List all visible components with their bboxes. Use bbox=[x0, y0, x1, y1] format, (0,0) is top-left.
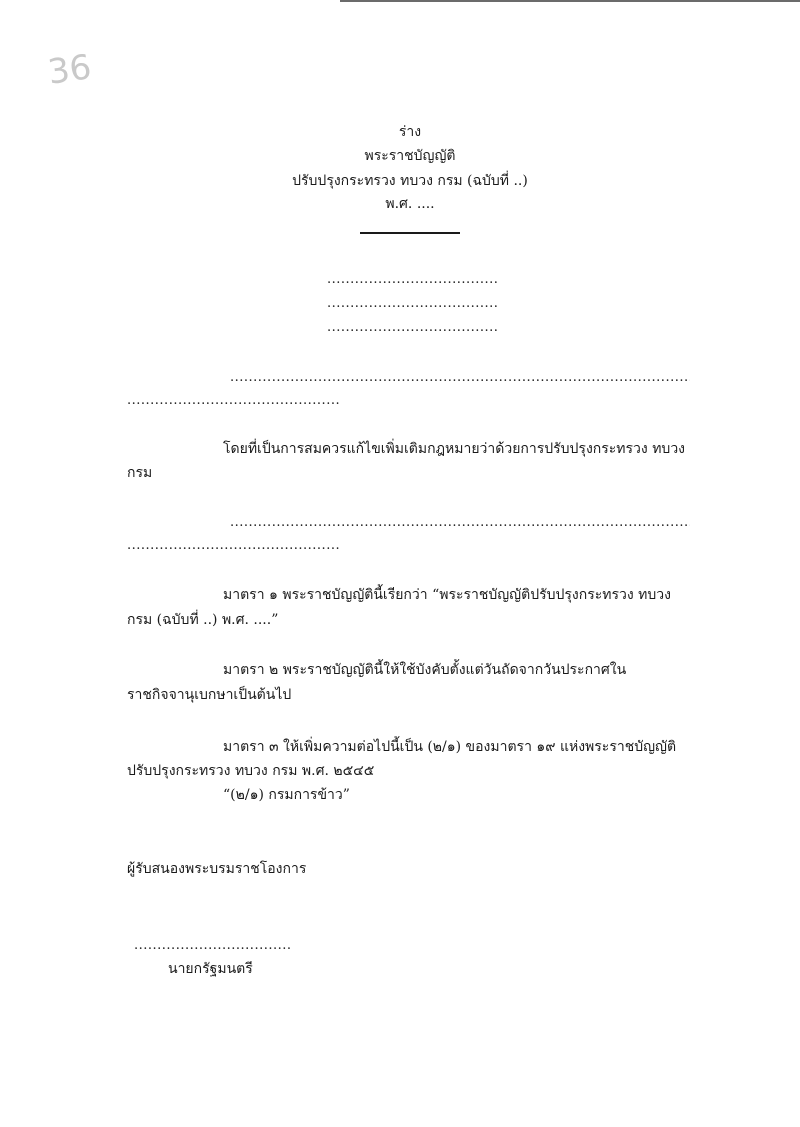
countersign-label: ผู้รับสนองพระบรมราชโองการ bbox=[127, 861, 307, 877]
section-1-text: กรม (ฉบับที่ ..) พ.ศ. ....” bbox=[127, 612, 279, 628]
enactment-date-placeholder bbox=[327, 320, 497, 336]
section-1-text: มาตรา ๑ พระราชบัญญัตินี้เรียกว่า “พระราชบัญญัติปรับปรุงกระทรวง ทบวง bbox=[223, 587, 671, 603]
enacting-clause-placeholder bbox=[127, 393, 339, 409]
scan-top-edge bbox=[340, 0, 800, 2]
section-3-text: ปรับปรุงกระทรวง ทบวง กรม พ.ศ. ๒๕๔๕ bbox=[127, 763, 375, 779]
enacting-formula-placeholder bbox=[127, 538, 339, 554]
act-label: พระราชบัญญัติ bbox=[364, 148, 456, 164]
draft-label: ร่าง bbox=[398, 124, 422, 140]
section-2-text: มาตรา ๒ พระราชบัญญัตินี้ให้ใช้บังคับตั้งแต่วันถัดจากวันประกาศใน bbox=[223, 662, 627, 678]
enactment-date-placeholder bbox=[327, 272, 497, 288]
section-2-text: ราชกิจจานุเบกษาเป็นต้นไป bbox=[127, 687, 292, 703]
handwritten-page-number: 36 bbox=[45, 47, 94, 93]
preamble-text: กรม bbox=[127, 465, 153, 481]
act-year: พ.ศ. .... bbox=[385, 196, 435, 212]
title-underline bbox=[360, 232, 460, 234]
preamble-text: โดยที่เป็นการสมควรแก้ไขเพิ่มเติมกฎหมายว่าด้วยการปรับปรุงกระทรวง ทบวง bbox=[223, 441, 686, 457]
enacting-clause-placeholder bbox=[230, 370, 690, 386]
section-3-text: มาตรา ๓ ให้เพิ่มความต่อไปนี้เป็น (๒/๑) ของมาตรา ๑๙ แห่งพระราชบัญญัติ bbox=[223, 739, 677, 755]
enacting-formula-placeholder bbox=[230, 515, 690, 531]
enactment-date-placeholder bbox=[327, 296, 497, 312]
act-title: ปรับปรุงกระทรวง ทบวง กรม (ฉบับที่ ..) bbox=[292, 173, 528, 189]
signature-placeholder bbox=[134, 938, 292, 954]
section-3-text: “(๒/๑) กรมการข้าว” bbox=[223, 787, 350, 803]
prime-minister-title: นายกรัฐมนตรี bbox=[168, 961, 253, 977]
